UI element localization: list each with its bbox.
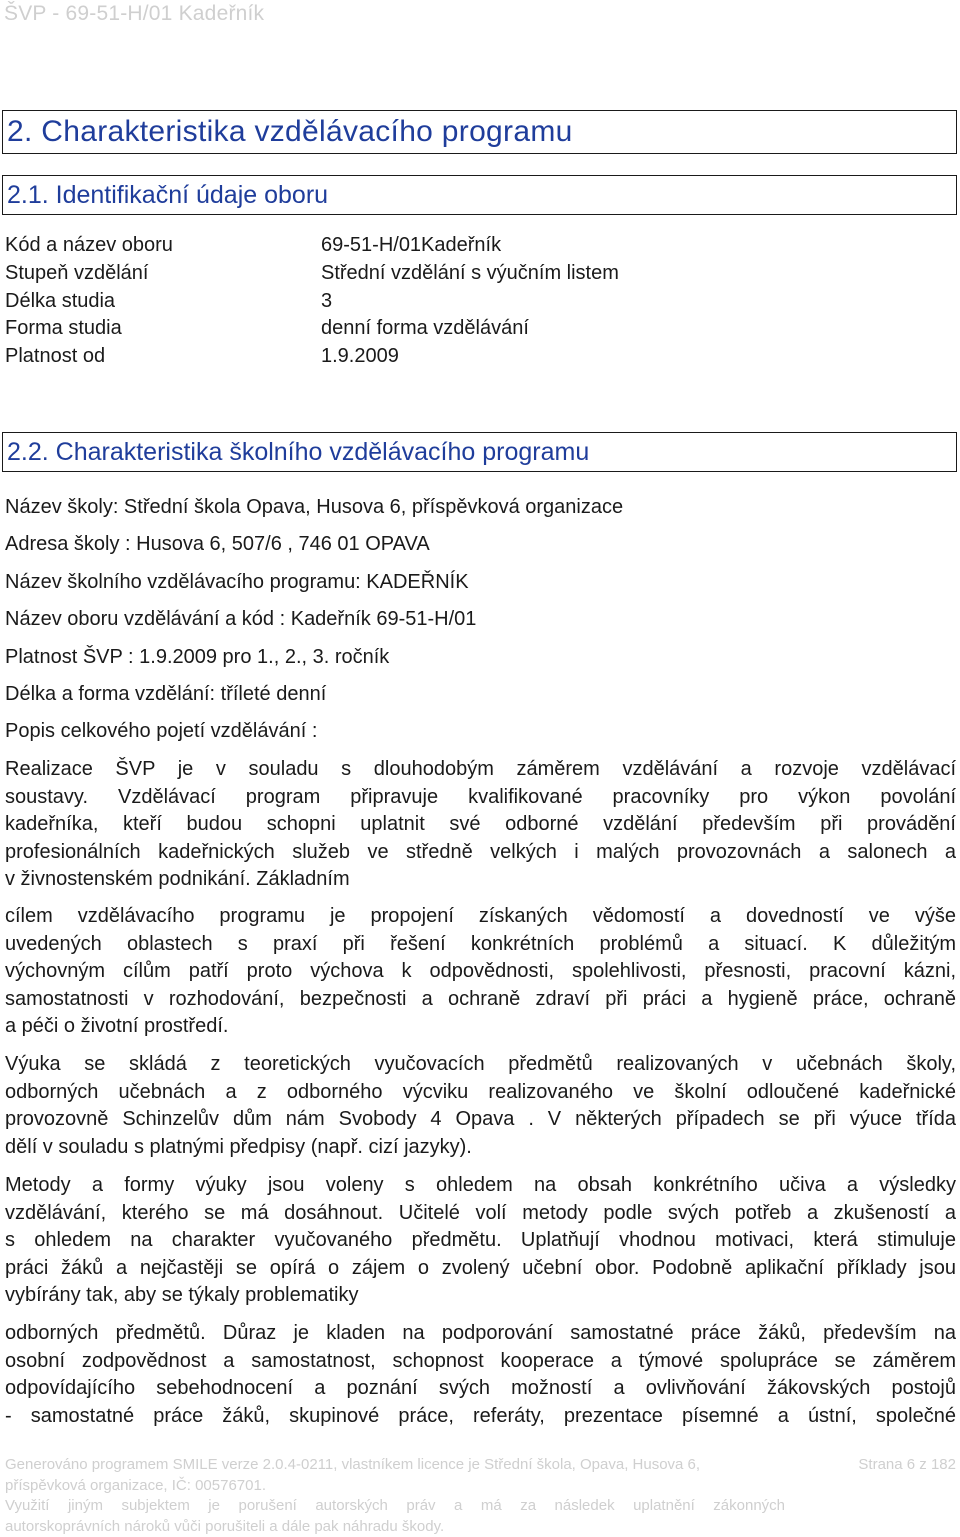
paragraph-line: odpovídajícího sebehodnocení a poznání svých možností a ovlivňování žákovských postojů [5,1375,956,1403]
paragraph-line: Výuka se skládá z teoretických vyučovacích předmětů realizovaných v učebnách školy, [5,1051,956,1079]
paragraph-teaching [5,1051,956,1161]
paragraph-line: vzdělávání, kterého se má dosáhnout. Učitelé volí metody podle svých potřeb a zkušeností a [5,1200,956,1228]
footer-line: Generováno programem SMILE verze 2.0.4-0211, vlastníkem licence je Střední škola, Opava, Husova 6, [5,1455,785,1476]
school-info-list [5,496,623,758]
paragraph-line: osobní zodpovědnost a samostatnost, schopnost kooperace a týmové spolupráce se záměrem [5,1348,956,1376]
paragraph-methods [5,1172,956,1310]
footer-license-text [5,1455,785,1537]
paragraph-line: cílem vzdělávacího programu je propojení získaných vědomostí a dovedností ve výše [5,903,956,931]
paragraph-line: uvedených oblastech s praxí při řešení konkrétních problémů a situací. K důležitým [5,931,956,959]
school-info-line: Název školního vzdělávacího programu: KADEŘNÍK [5,571,623,608]
identification-value: 1.9.2009 [321,345,399,368]
document-header-title: ŠVP - 69-51-H/01 Kadeřník [4,2,264,26]
identification-label: Stupeň vzdělání [5,262,148,285]
section-heading-school-program [2,432,957,472]
school-info-line: Název školy: Střední škola Opava, Husova 6, příspěvková organizace [5,496,623,533]
section-heading-main-text: 2. Charakteristika vzdělávacího programu [7,115,573,149]
section-heading-identification [2,175,957,215]
paragraph-line: soustavy. Vzdělávací program připravuje kvalifikované pracovníky pro výkon povolání [5,784,956,812]
identification-value: 69-51-H/01Kadeřník [321,234,501,257]
paragraph-line: provozovně Schinzelův dům nám Svobody 4 Opava . V některých případech se při výuce třída [5,1106,956,1134]
identification-value: 3 [321,290,332,313]
paragraph-line: samostatnosti v rozhodování, bezpečnosti a ochraně zdraví při práci a hygieně práce, ochraně [5,986,956,1014]
section-heading-school-program-text: 2.2. Charakteristika školního vzdělávacího programu [7,438,589,467]
school-info-line: Platnost ŠVP : 1.9.2009 pro 1., 2., 3. ročník [5,646,623,683]
identification-label: Kód a název oboru [5,234,173,257]
paragraph-line: a péči o životní prostředí. [5,1015,228,1037]
identification-value: denní forma vzdělávání [321,317,529,340]
paragraph-line: vybírány tak, aby se týkaly problematiky [5,1284,358,1306]
page-footer [5,1455,956,1537]
paragraph-line: kadeřníka, kteří budou schopni uplatnit své odborné vzdělání především při provádění [5,811,956,839]
identification-label: Délka studia [5,290,115,313]
school-info-line: Popis celkového pojetí vzdělávání : [5,720,623,757]
school-info-line: Název oboru vzdělávání a kód : Kadeřník 69-51-H/01 [5,608,623,645]
paragraph-realization [5,756,956,894]
paragraph-line: odborných předmětů. Důraz je kladen na podporování samostatné práce žáků, především na [5,1320,956,1348]
paragraph-line: výchovným cílům patří proto výchova k odpovědnosti, spolehlivosti, přesnosti, pracovní kázni, [5,958,956,986]
identification-value: Střední vzdělání s výučním listem [321,262,619,285]
page-number: Strana 6 z 182 [858,1455,956,1476]
identification-label: Platnost od [5,345,105,368]
paragraph-line: profesionálních kadeřnických služeb ve středně velkých i malých provozovnách a salonech a [5,839,956,867]
paragraph-emphasis [5,1320,956,1430]
paragraph-line: - samostatné práce žáků, skupinové práce, referáty, prezentace písemné a ústní, společné [5,1403,956,1431]
paragraph-goals [5,903,956,1041]
paragraph-line: Metody a formy výuky jsou voleny s ohledem na obsah konkrétního učiva a výsledky [5,1172,956,1200]
footer-line: Využití jiným subjektem je porušení autorských práv a má za následek uplatnění zákonných [5,1496,785,1517]
section-heading-main [2,110,957,154]
footer-line: autorskoprávních nároků vůči porušiteli a dále pak náhradu škody. [5,1517,785,1537]
paragraph-line: dělí v souladu s platnými předpisy (např. cizí jazyky). [5,1136,472,1158]
paragraph-line: s ohledem na charakter vyučovaného předmětu. Uplatňují vhodnou motivaci, která stimuluje [5,1227,956,1255]
school-info-line: Délka a forma vzdělání: tříleté denní [5,683,623,720]
paragraph-line: práci žáků a nejčastěji se opírá o zájem o zvolený učební obor. Podobně aplikační příklady jsou [5,1255,956,1283]
identification-label: Forma studia [5,317,122,340]
section-heading-identification-text: 2.1. Identifikační údaje oboru [7,181,328,210]
paragraph-line: v živnostenském podnikání. Základním [5,868,350,890]
paragraph-line: Realizace ŠVP je v souladu s dlouhodobým záměrem vzdělávání a rozvoje vzdělávací [5,756,956,784]
school-info-line: Adresa školy : Husova 6, 507/6 , 746 01 OPAVA [5,533,623,570]
paragraph-line: odborných učebnách a z odborného výcviku realizovaného ve školní odloučené kadeřnické [5,1079,956,1107]
footer-line: příspěvková organizace, IČ: 00576701. [5,1476,785,1497]
